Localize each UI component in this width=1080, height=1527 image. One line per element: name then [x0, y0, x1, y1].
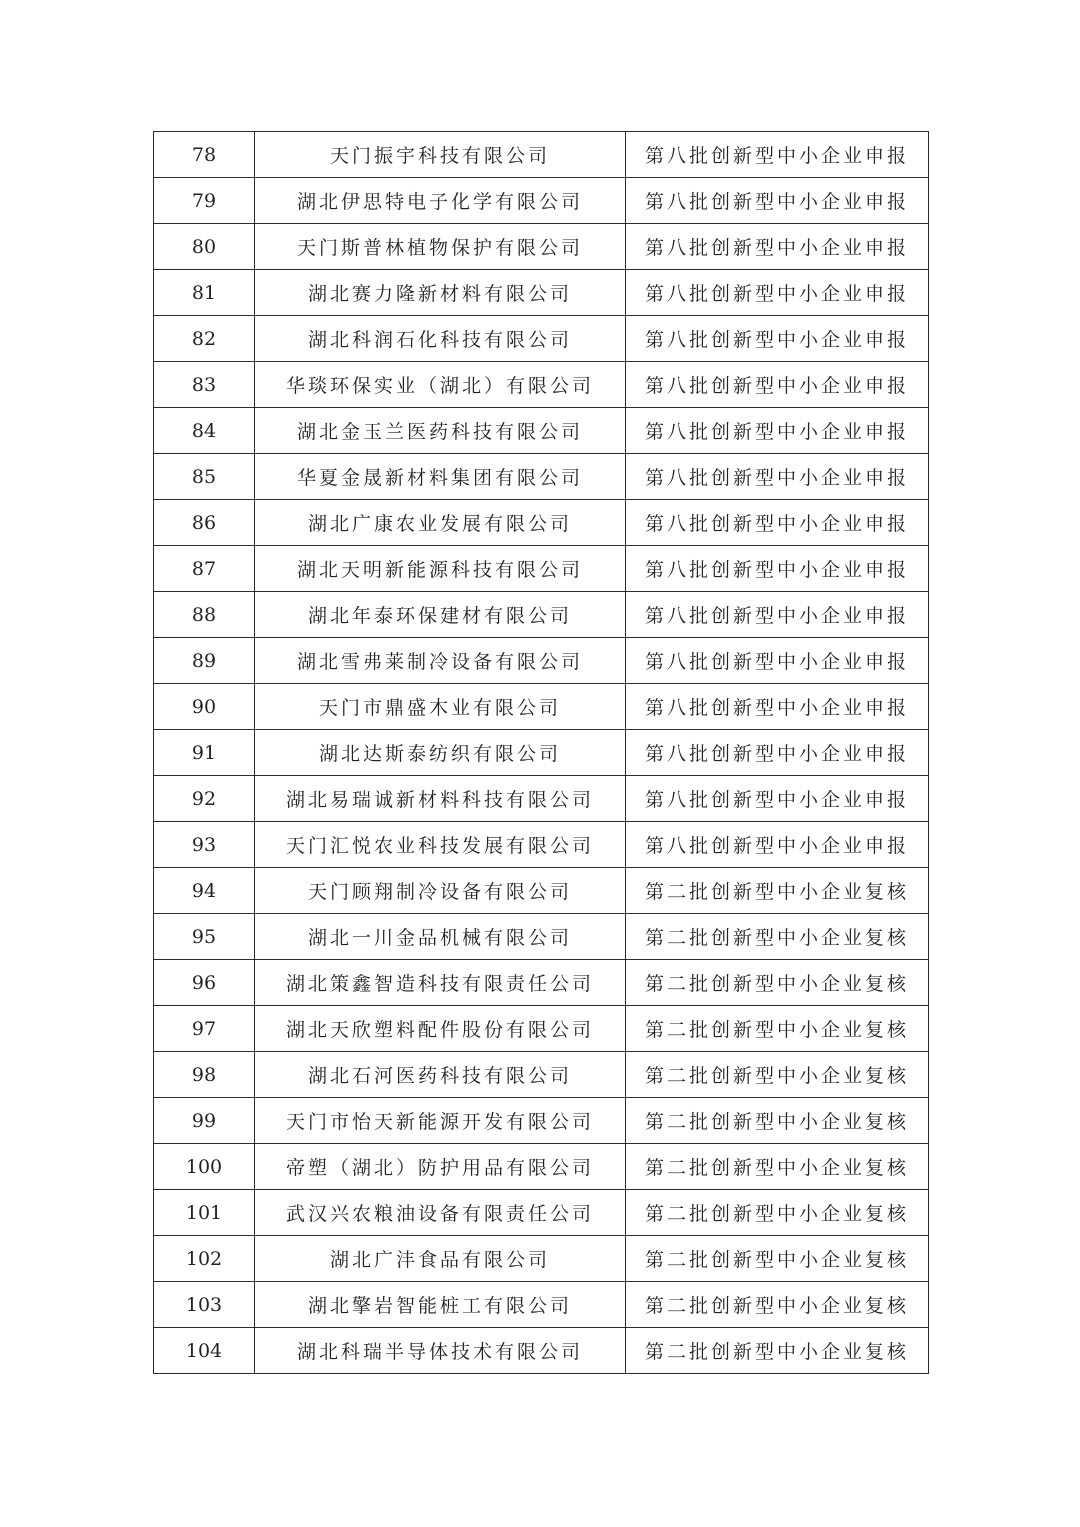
row-number: 99 [154, 1098, 255, 1144]
row-number: 94 [154, 868, 255, 914]
company-name: 湖北天欣塑料配件股份有限公司 [255, 1006, 626, 1052]
declaration-type: 第八批创新型中小企业申报 [626, 638, 929, 684]
table-row [154, 1328, 929, 1374]
company-name: 湖北伊思特电子化学有限公司 [255, 178, 626, 224]
row-number: 91 [154, 730, 255, 776]
table-row [154, 868, 929, 914]
row-number: 92 [154, 776, 255, 822]
declaration-type: 第八批创新型中小企业申报 [626, 500, 929, 546]
company-name: 华琰环保实业（湖北）有限公司 [255, 362, 626, 408]
company-name: 湖北雪弗莱制冷设备有限公司 [255, 638, 626, 684]
row-number: 104 [154, 1328, 255, 1374]
company-name: 湖北科瑞半导体技术有限公司 [255, 1328, 626, 1374]
table-row [154, 178, 929, 224]
company-name: 帝塑（湖北）防护用品有限公司 [255, 1144, 626, 1190]
table-row [154, 500, 929, 546]
enterprise-list-table [153, 131, 929, 1374]
table-row [154, 270, 929, 316]
company-name: 湖北科润石化科技有限公司 [255, 316, 626, 362]
company-name: 天门顾翔制冷设备有限公司 [255, 868, 626, 914]
table-row [154, 362, 929, 408]
table-row [154, 914, 929, 960]
company-name: 武汉兴农粮油设备有限责任公司 [255, 1190, 626, 1236]
table-row [154, 224, 929, 270]
declaration-type: 第二批创新型中小企业复核 [626, 1052, 929, 1098]
company-name: 湖北策鑫智造科技有限责任公司 [255, 960, 626, 1006]
declaration-type: 第八批创新型中小企业申报 [626, 224, 929, 270]
declaration-type: 第八批创新型中小企业申报 [626, 408, 929, 454]
declaration-type: 第二批创新型中小企业复核 [626, 1006, 929, 1052]
row-number: 93 [154, 822, 255, 868]
declaration-type: 第八批创新型中小企业申报 [626, 546, 929, 592]
declaration-type: 第二批创新型中小企业复核 [626, 868, 929, 914]
company-name: 天门市怡天新能源开发有限公司 [255, 1098, 626, 1144]
row-number: 83 [154, 362, 255, 408]
declaration-type: 第八批创新型中小企业申报 [626, 270, 929, 316]
row-number: 101 [154, 1190, 255, 1236]
row-number: 100 [154, 1144, 255, 1190]
table-row [154, 1190, 929, 1236]
declaration-type: 第二批创新型中小企业复核 [626, 1144, 929, 1190]
table-row [154, 1098, 929, 1144]
row-number: 97 [154, 1006, 255, 1052]
declaration-type: 第八批创新型中小企业申报 [626, 592, 929, 638]
row-number: 88 [154, 592, 255, 638]
declaration-type: 第二批创新型中小企业复核 [626, 1328, 929, 1374]
company-name: 湖北广沣食品有限公司 [255, 1236, 626, 1282]
row-number: 96 [154, 960, 255, 1006]
company-name: 湖北金玉兰医药科技有限公司 [255, 408, 626, 454]
company-name: 湖北广康农业发展有限公司 [255, 500, 626, 546]
table-row [154, 454, 929, 500]
row-number: 98 [154, 1052, 255, 1098]
company-name: 华夏金晟新材料集团有限公司 [255, 454, 626, 500]
table-row [154, 1052, 929, 1098]
table-row [154, 960, 929, 1006]
declaration-type: 第八批创新型中小企业申报 [626, 178, 929, 224]
company-name: 湖北擎岩智能桩工有限公司 [255, 1282, 626, 1328]
row-number: 81 [154, 270, 255, 316]
company-name: 湖北达斯泰纺织有限公司 [255, 730, 626, 776]
row-number: 103 [154, 1282, 255, 1328]
row-number: 89 [154, 638, 255, 684]
declaration-type: 第八批创新型中小企业申报 [626, 454, 929, 500]
table-row [154, 776, 929, 822]
row-number: 80 [154, 224, 255, 270]
row-number: 79 [154, 178, 255, 224]
company-name: 湖北一川金品机械有限公司 [255, 914, 626, 960]
declaration-type: 第八批创新型中小企业申报 [626, 822, 929, 868]
company-name: 天门市鼎盛木业有限公司 [255, 684, 626, 730]
company-name: 天门汇悦农业科技发展有限公司 [255, 822, 626, 868]
table-row [154, 546, 929, 592]
row-number: 78 [154, 132, 255, 178]
declaration-type: 第八批创新型中小企业申报 [626, 730, 929, 776]
table-row [154, 638, 929, 684]
table-row [154, 1282, 929, 1328]
row-number: 86 [154, 500, 255, 546]
table-row [154, 730, 929, 776]
table-row [154, 1144, 929, 1190]
table-row [154, 684, 929, 730]
table-body [154, 132, 929, 1374]
declaration-type: 第八批创新型中小企业申报 [626, 132, 929, 178]
row-number: 95 [154, 914, 255, 960]
row-number: 85 [154, 454, 255, 500]
declaration-type: 第八批创新型中小企业申报 [626, 776, 929, 822]
company-name: 天门振宇科技有限公司 [255, 132, 626, 178]
company-name: 天门斯普林植物保护有限公司 [255, 224, 626, 270]
company-name: 湖北天明新能源科技有限公司 [255, 546, 626, 592]
table-row [154, 408, 929, 454]
company-name: 湖北易瑞诚新材料科技有限公司 [255, 776, 626, 822]
row-number: 102 [154, 1236, 255, 1282]
declaration-type: 第八批创新型中小企业申报 [626, 316, 929, 362]
row-number: 87 [154, 546, 255, 592]
declaration-type: 第二批创新型中小企业复核 [626, 960, 929, 1006]
company-name: 湖北赛力隆新材料有限公司 [255, 270, 626, 316]
table-row [154, 132, 929, 178]
declaration-type: 第二批创新型中小企业复核 [626, 1282, 929, 1328]
company-name: 湖北石河医药科技有限公司 [255, 1052, 626, 1098]
declaration-type: 第八批创新型中小企业申报 [626, 362, 929, 408]
row-number: 82 [154, 316, 255, 362]
table-row [154, 316, 929, 362]
declaration-type: 第八批创新型中小企业申报 [626, 684, 929, 730]
table-row [154, 1236, 929, 1282]
declaration-type: 第二批创新型中小企业复核 [626, 914, 929, 960]
declaration-type: 第二批创新型中小企业复核 [626, 1098, 929, 1144]
table-row [154, 1006, 929, 1052]
company-name: 湖北年泰环保建材有限公司 [255, 592, 626, 638]
table-row [154, 822, 929, 868]
declaration-type: 第二批创新型中小企业复核 [626, 1236, 929, 1282]
row-number: 84 [154, 408, 255, 454]
table-row [154, 592, 929, 638]
row-number: 90 [154, 684, 255, 730]
declaration-type: 第二批创新型中小企业复核 [626, 1190, 929, 1236]
